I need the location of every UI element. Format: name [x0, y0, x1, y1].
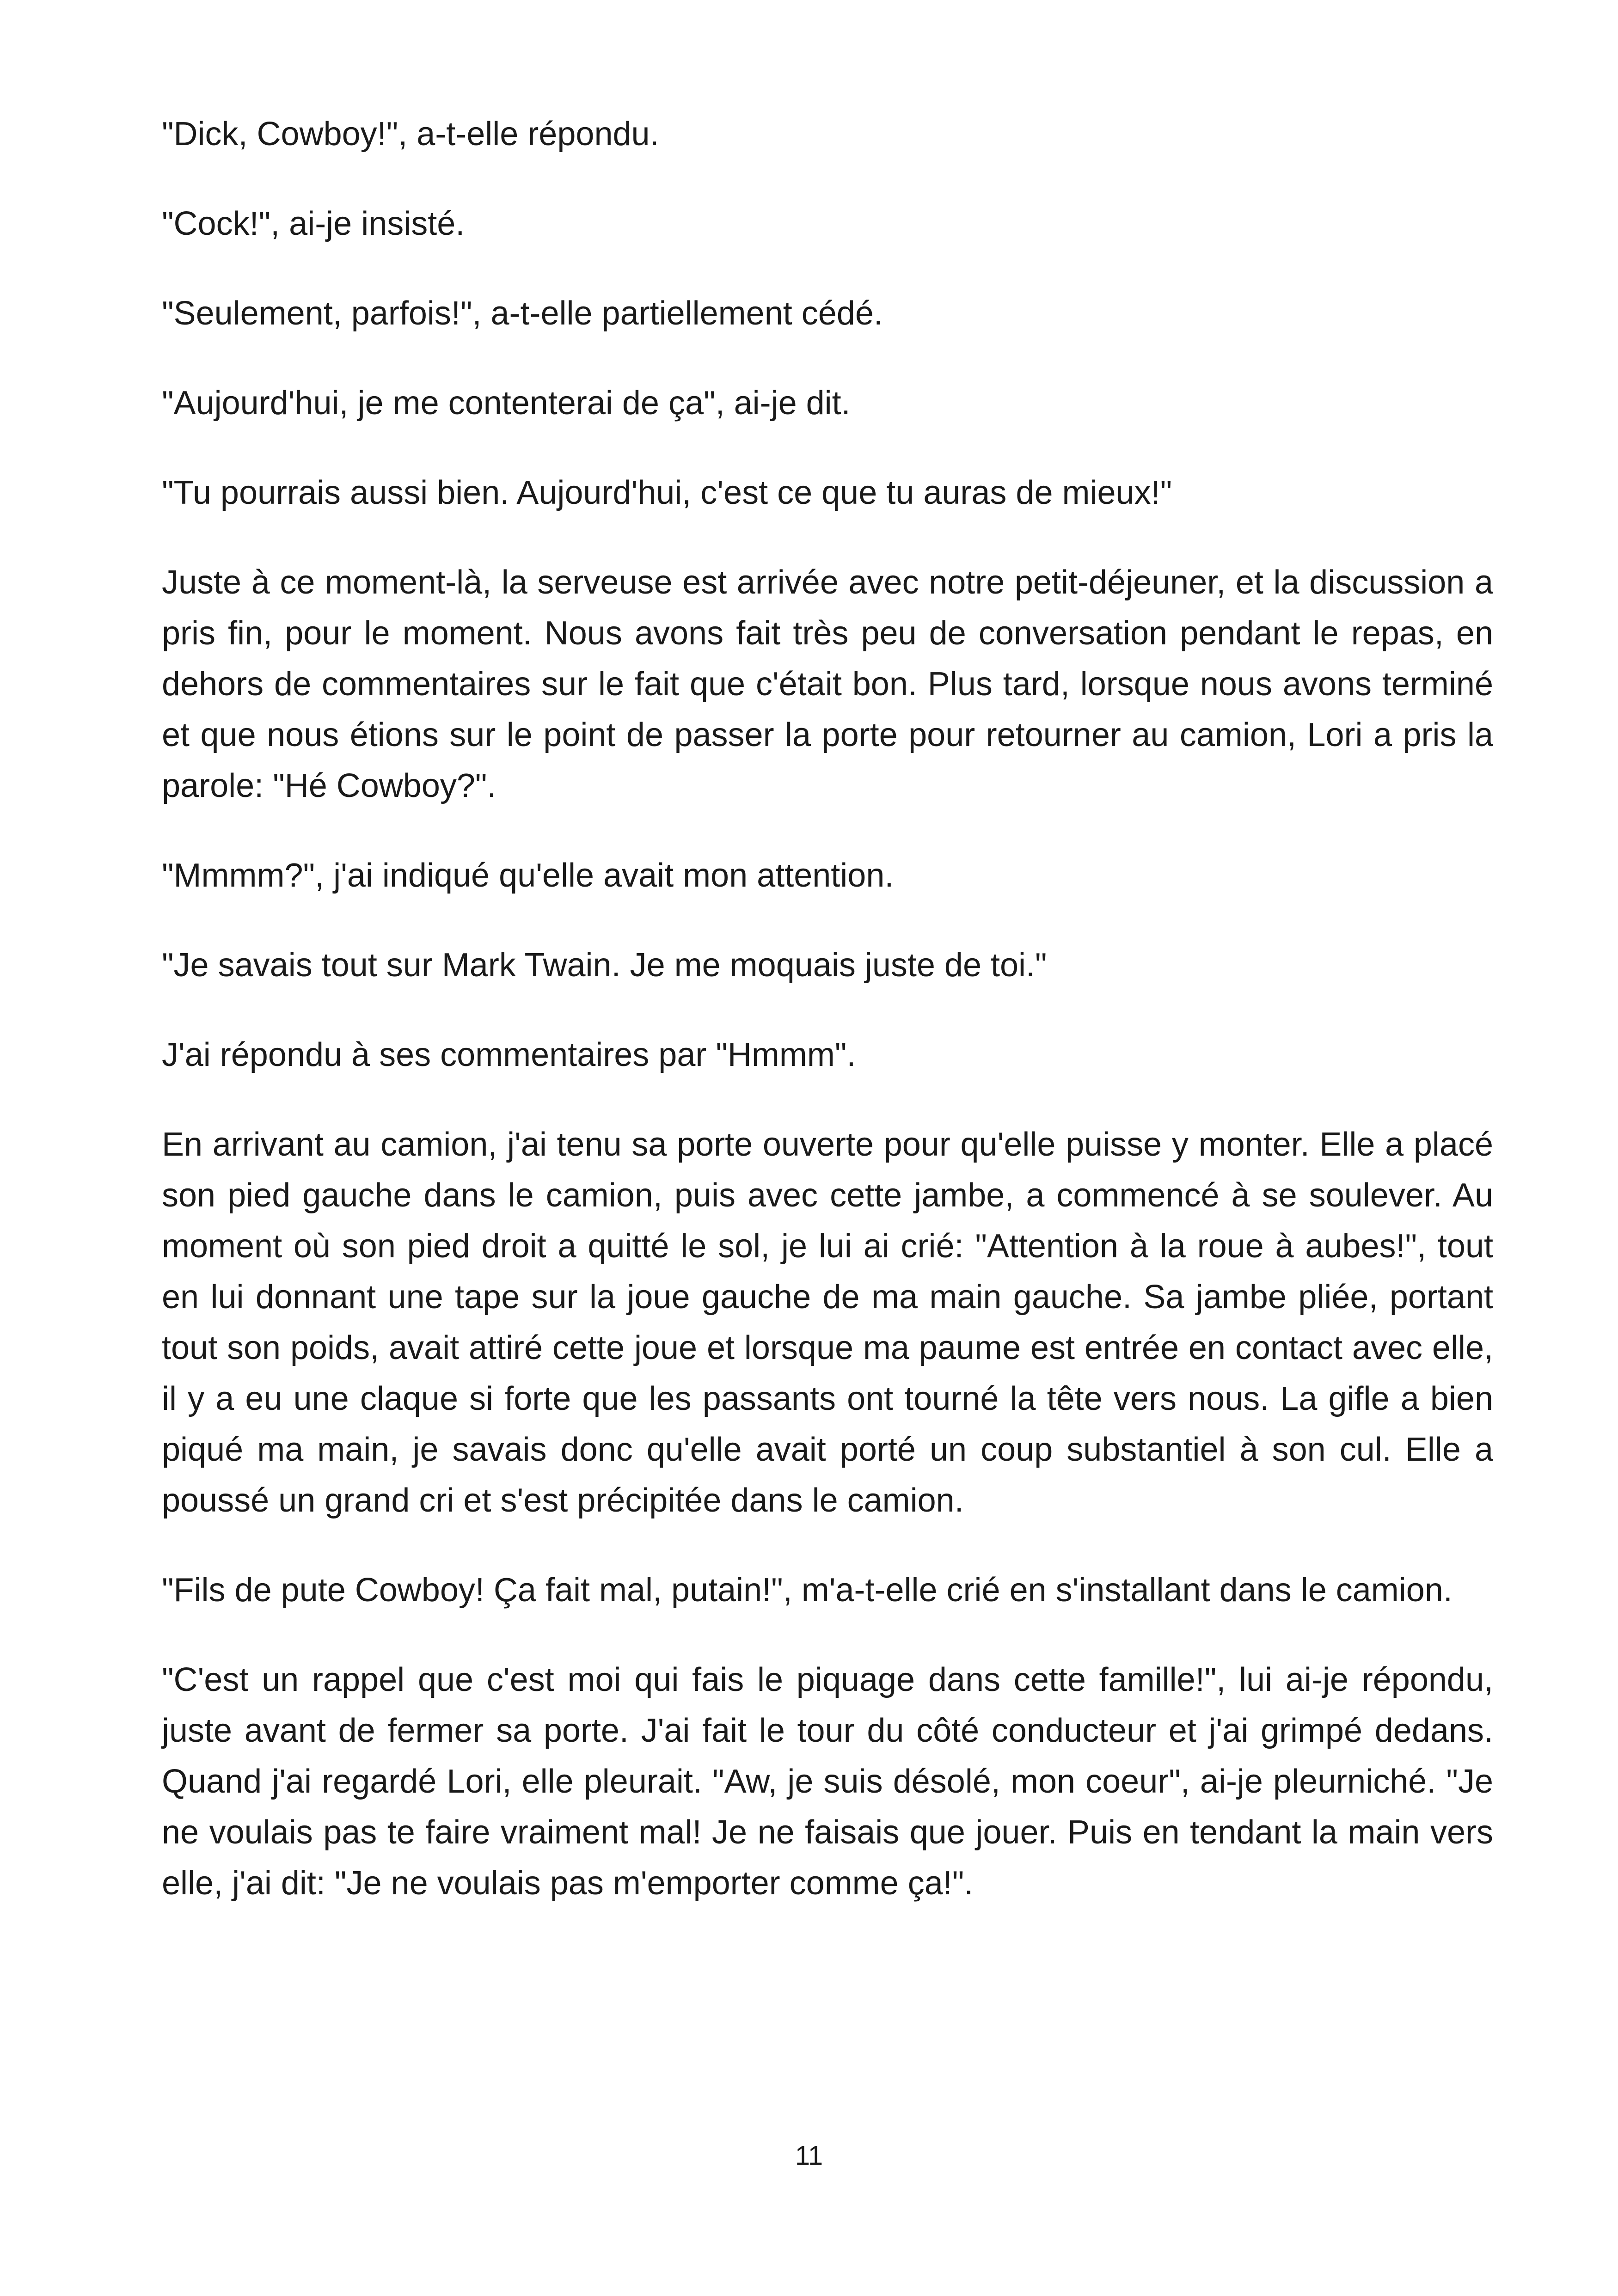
paragraph-12: "C'est un rappel que c'est moi qui fais le piquage dans cette famille!", lui ai-je répondu, juste avant de fermer sa porte. J'ai fait le tour du côté conducteur et j'ai grimpé dedans. Quand j'ai regardé Lori, elle pleurait. "Aw, je suis désolé, mon coeur", ai-je pleurniché. "Je ne voulais pas te faire vraiment mal! Je ne faisais que jouer. Puis en tendant la main vers elle, j'ai dit: "Je ne voulais pas m'emporter comme ça!". [162, 1661, 1493, 1902]
body-text [162, 109, 1493, 1947]
paragraph-6: Juste à ce moment-là, la serveuse est arrivée avec notre petit-déjeuner, et la discussion a pris fin, pour le moment. Nous avons fait très peu de conversation pendant le repas, en dehors de commentaires sur le fait que c'était bon. Plus tard, lorsque nous avons terminé et que nous étions sur le point de passer la porte pour retourner au camion, Lori a pris la parole: "Hé Cowboy?". [162, 564, 1493, 804]
paragraph-9: J'ai répondu à ses commentaires par "Hmmm". [162, 1036, 856, 1073]
page-number: 11 [795, 2141, 823, 2171]
paragraph-3: "Seulement, parfois!", a-t-elle partiellement cédé. [162, 295, 883, 332]
paragraph-4: "Aujourd'hui, je me contenterai de ça", ai-je dit. [162, 385, 851, 422]
paragraph-7: "Mmmm?", j'ai indiqué qu'elle avait mon attention. [162, 857, 894, 894]
paragraph-10: En arrivant au camion, j'ai tenu sa porte ouverte pour qu'elle puisse y monter. Elle a placé son pied gauche dans le camion, puis avec cette jambe, a commencé à se soulever. Au moment où son pied droit a quitté le sol, je lui ai crié: "Attention à la roue à aubes!", tout en lui donnant une tape sur la joue gauche de ma main gauche. Sa jambe pliée, portant tout son poids, avait attiré cette joue et lorsque ma paume est entrée en contact avec elle, il y a eu une claque si forte que les passants ont tourné la tête vers nous. La gifle a bien piqué ma main, je savais donc qu'elle avait porté un coup substantiel à son cul. Elle a poussé un grand cri et s'est précipitée dans le camion. [162, 1126, 1493, 1519]
paragraph-5: "Tu pourrais aussi bien. Aujourd'hui, c'est ce que tu auras de mieux!" [162, 474, 1172, 511]
paragraph-2: "Cock!", ai-je insisté. [162, 205, 465, 242]
paragraph-11: "Fils de pute Cowboy! Ça fait mal, putain!", m'a-t-elle crié en s'installant dans le camion. [162, 1572, 1453, 1609]
paragraph-1: "Dick, Cowboy!", a-t-elle répondu. [162, 116, 659, 153]
paragraph-8: "Je savais tout sur Mark Twain. Je me moquais juste de toi." [162, 947, 1047, 984]
